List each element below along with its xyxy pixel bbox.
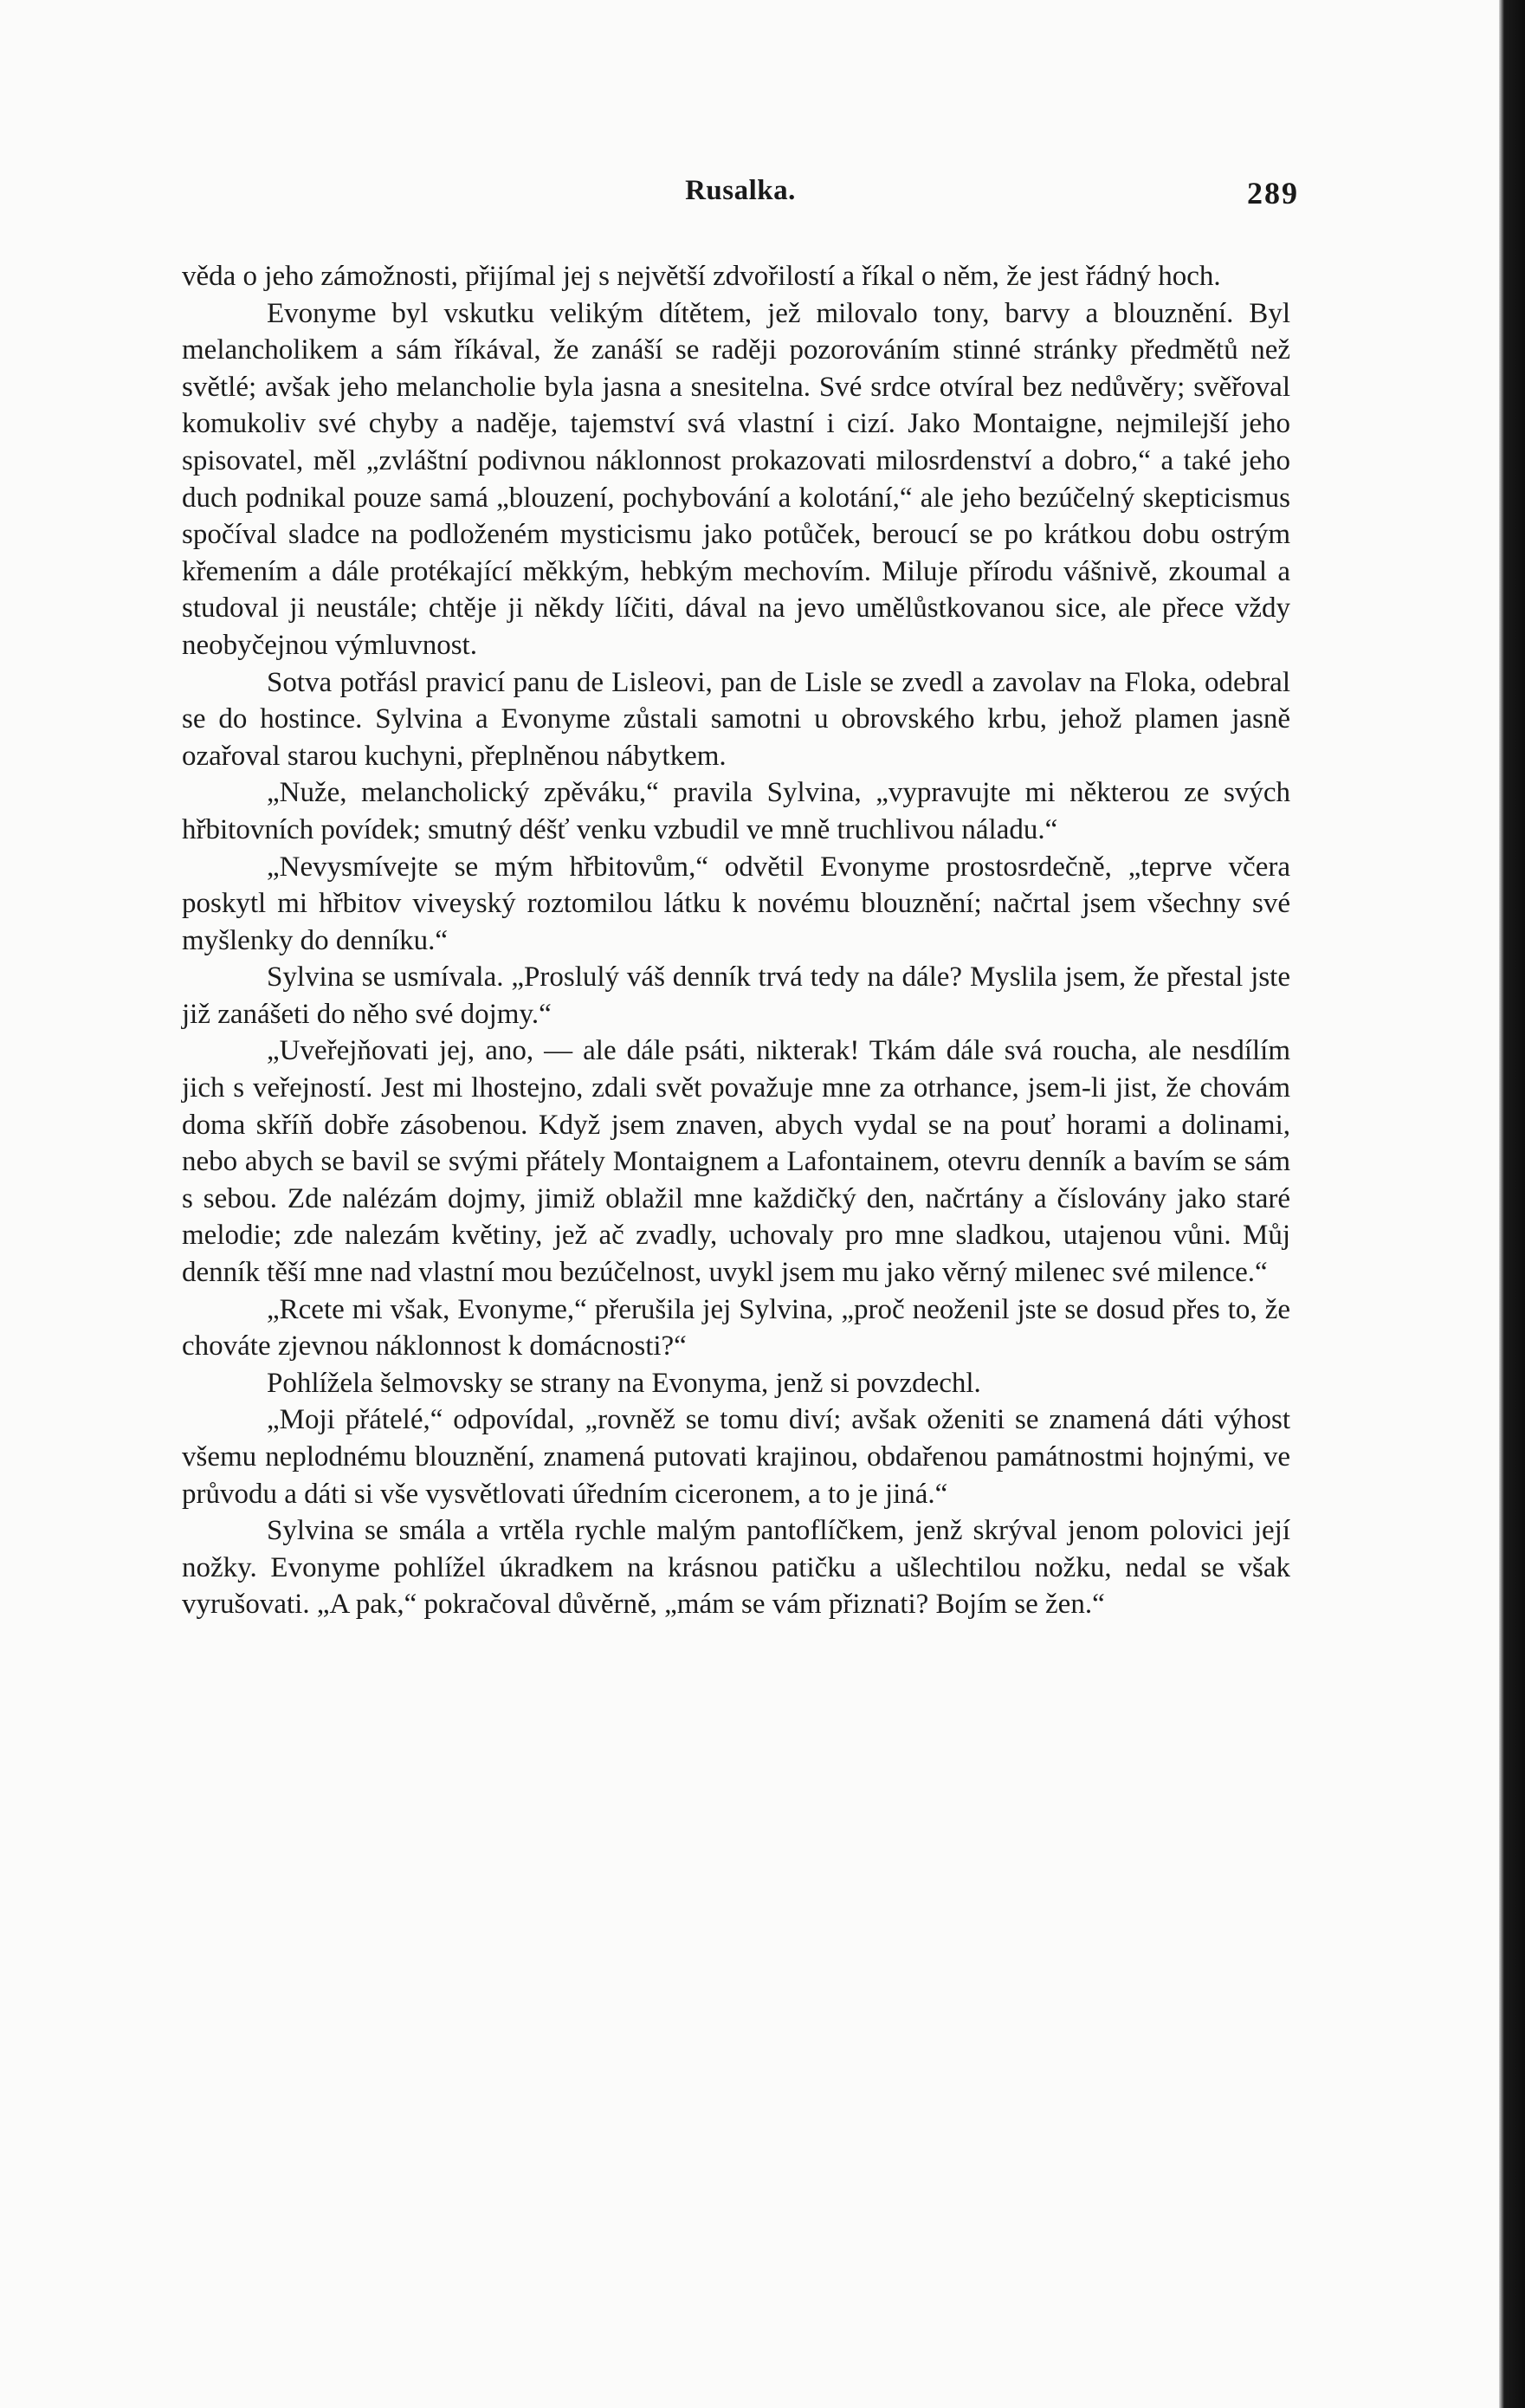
paragraph: „Nevysmívejte se mým hřbitovům,“ odvětil Evonyme prostosrdečně, „teprve včera poskytl mi hřbitov viveyský roztomilou látku k novému blouznění; načrtal jsem všechny své myšlenky do denníku.“ <box>182 851 1290 956</box>
paragraph: Sylvina se smála a vrtěla rychle malým pantoflíčkem, jenž skrýval jenom polovici její nožky. Evonyme pohlížel úkradkem na krásnou patičku a ušlechtilou nožku, nedal se však vyrušovati. „A pak,“ pokračoval důvěrně, „mám se vám přiznati? Bojím se žen.“ <box>182 1515 1290 1621</box>
paragraph: „Uveřejňovati jej, ano, — ale dále psáti, nikterak! Tkám dále svá roucha, ale nesdílím jich s veřejností. Jest mi lhostejno, zdali svět považuje mne za otrhance, jsem-li jist, že chovám doma skříň dobře zásobenou. Když jsem znaven, abych vydal se na pouť horami a dolinami, nebo abych se bavil se svými přátely Montaignem a Lafontainem, otevru denník a bavím se sám s sebou. Zde nalézám dojmy, jimiž oblažil mne každičký den, načrtány a číslovány jako staré melodie; zde nalezám květiny, jež ač zvadly, uchovaly pro mne sladkou, utajenou vůni. Můj denník těší mne nad vlastní mou bezúčelnost, uvykl jsem mu jako věrný milenec své milence.“ <box>182 1035 1290 1289</box>
paragraph: Pohlížela šelmovsky se strany na Evonyma, jenž si povzdechl. <box>267 1367 981 1399</box>
running-title: Rusalka. <box>685 175 796 206</box>
paragraph: „Nuže, melancholický zpěváku,“ pravila Sylvina, „vypravujte mi některou ze svých hřbitovních povídek; smutný déšť venku vzbudil ve mně truchlivou náladu.“ <box>182 777 1290 845</box>
paragraph: „Moji přátelé,“ odpovídal, „rovněž se tomu diví; avšak oženiti se znamená dáti výhost všemu neplodnému blouznění, znamená putovati krajinou, obdařenou památnostmi hojnými, ve průvodu a dáti si vše vysvětlovati úředním ciceronem, a to je jiná.“ <box>182 1404 1290 1510</box>
body-text <box>182 258 1290 1623</box>
scan-page-edge <box>1499 0 1525 2408</box>
paragraph: Sotva potřásl pravicí panu de Lisleovi, pan de Lisle se zvedl a zavolav na Floka, odebral se do hostince. Sylvina a Evonyme zůstali samotni u obrovského krbu, jehož plamen jasně ozařoval starou kuchyni, přeplněnou nábytkem. <box>182 666 1290 772</box>
page-header <box>182 175 1299 218</box>
paragraph: Sylvina se usmívala. „Proslulý váš denník trvá tedy na dále? Myslila jsem, že přestal jste již zanášeti do něho své dojmy.“ <box>182 961 1290 1030</box>
paragraph: „Rcete mi však, Evonyme,“ přerušila jej Sylvina, „proč neoženil jste se dosud přes to, že chováte zjevnou náklonnost k domácnosti?“ <box>182 1293 1290 1363</box>
paragraph: Evonyme byl vskutku velikým dítětem, jež milovalo tony, barvy a blouznění. Byl melancholikem a sám říkával, že zanáší se raději pozorováním stinné stránky předmětů než světlé; avšak jeho melancholie byla jasna a snesitelna. Své srdce otvíral bez nedůvěry; svěřoval komukoliv své chyby a naděje, tajemství svá vlastní i cizí. Jako Montaigne, nejmilejší jeho spisovatel, měl „zvláštní podivnou náklonnost prokazovati milosrdenství a dobro,“ a také jeho duch podnikal pouze samá „blouzení, pochybování a kolotání,“ ale jeho bezúčelný skepticismus spočíval sladce na podloženém mysticismu jako potůček, beroucí se po krátkou dobu ostrým křemením a dále protékající měkkým, hebkým mechovím. Miluje přírodu vášnivě, zkoumal a studoval ji neustále; chtěje ji někdy líčiti, dával na jevo umělůstkovanou sice, ale přece vždy neobyčejnou výmluvnost. <box>182 297 1290 661</box>
page-number: 289 <box>1247 176 1299 210</box>
paragraph: věda o jeho zámožnosti, přijímal jej s největší zdvořilostí a říkal o něm, že jest řádný hoch. <box>182 261 1221 292</box>
